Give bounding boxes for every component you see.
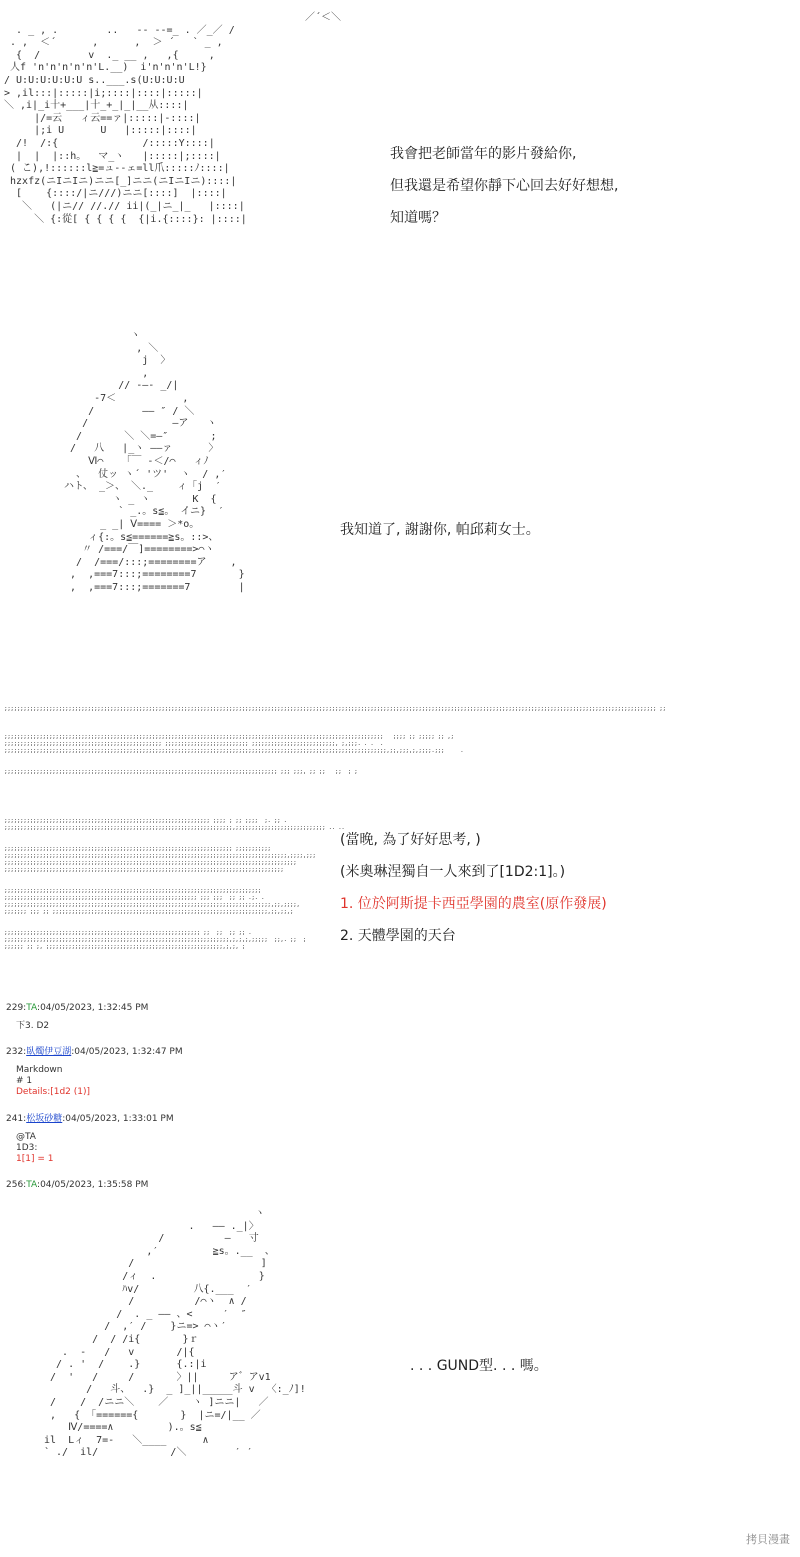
dice-result: 1[1] = 1	[16, 1154, 54, 1164]
post-username-link[interactable]: 松坂砂糖	[26, 1114, 63, 1124]
choice-option-1: 1. 位於阿斯提卡西亞學園的農室(原作發展)	[340, 896, 607, 912]
post-timestamp: :04/05/2023, 1:35:58 PM	[37, 1180, 149, 1190]
dialog-line: 知道嗎？	[390, 210, 446, 226]
post-header	[6, 1178, 148, 1192]
post-body-line: # 1	[16, 1076, 33, 1086]
choice-option-2: 2. 天體學園的天台	[340, 928, 456, 944]
ascii-art-panel-4: ヽ . ―― ._|〉 / ― 寸 ,′ ≧s。.__ 、 / ] /ィ . } ﾊv/ 八{.___ ′ / /⌒ヽ ∧ / / . _ ―― 、< ′ ″ / ,′ / }ニ=> ⌒ヽ′ / / /i{ }ｒ . - / v /|{ / . ' / .} {.:|i / ' / / 〉|| ア゛アv1 / 斗、 .} _ ]_||_____斗 v 〈:_ﾉ]! / / /ニニ＼ ／ ヽ ]ニニ| ／ , { 「======{ } |ニ=/|__ ／ Ⅳ/====∧ ).。s≦ il Lィ 7=- ＼____ ∧ ` ./ il/ /＼ ′ ′	[44, 1208, 306, 1459]
post-header	[6, 1045, 183, 1059]
dialog-panel-4	[410, 1350, 548, 1382]
post-number: 229:	[6, 1003, 27, 1013]
post-timestamp: :04/05/2023, 1:32:47 PM	[71, 1047, 183, 1057]
dialog-panel-2	[340, 514, 540, 546]
post-number: 241:	[6, 1114, 27, 1124]
post-body-line: 1D3:	[16, 1143, 38, 1153]
forum-post	[6, 1112, 174, 1165]
ascii-art-panel-1: ／´＜＼ . _ , . .. -- --=_ . ／_／ / . , ＜´ , , ＞ ´ ` _ , { / v ._ __ , ,{ , 人f 'n'n'n'n'n'L.__) i'n'n'n'L!} / U:U:U:U:U:U s..___.s(U:U:U:U > ,il:::|:::::|i;::::|::::|:::::| ＼ ,i|_i十+___|十_+_|_|__从::::| |/=云 ィ云==ァ|:::::|-::::| |;i U U |:::::|::::| /! /:{ /:::::Y::::| | | |::h。 マ_ヽ |:::::|;::::| ( こ),!::::::l≧=ュ--ェ=ll爪:::::ﾉ::::| hzxfz(ニIニIニ)ニニ[_]ニニ(ニIニIニ)::::| [ {::::/|ニ///)ニニ[::::] |::::| ＼ (|ニ// //.// ii|(_|ニ_|_ |::::| ＼ {:從[ { { { { {|i.{::::}: |::::|	[4, 12, 342, 225]
post-body	[16, 1021, 148, 1032]
post-tag: TA	[26, 1180, 38, 1190]
dice-result: Details:[1d2 (1)]	[16, 1087, 91, 1097]
forum-post	[6, 1178, 148, 1192]
post-tag: TA	[26, 1003, 38, 1013]
ascii-art-panel-2: ヽ , ＼ j 〉 , // -―- _/| -7＜ , / ―― ″ / ＼ / ―ア ヽ / ＼ ＼=―″ ; / 八 |_ヽ ――ァ 〉 Ⅵ⌒ 「￣ -＜/⌒ ィﾉ 、 仗ッ ヽ´ 'ツ' ヽ / ,′ ハト、 _＞、 ＼._ ィ「j ′ ヽ _ ヽ K { ` _.。s≦。 イニ} ′ _ _| Ⅴ==== ＞*o。 ィ{:。s≦======≧s。::>、 〃 /===/￣]========>⌒ヽ / /===/:::;========ア , , ,===7:::;========7 } , ,===7:::;=======7 |	[64, 330, 245, 593]
post-body	[16, 1132, 174, 1165]
dialog-line: 但我還是希望你靜下心回去好好想想,	[390, 178, 619, 194]
post-header	[6, 1001, 148, 1015]
forum-post	[6, 1045, 183, 1098]
dialog-line: (米奧琳涅獨自一人來到了[1D2:1]。)	[340, 864, 566, 880]
post-body-line: 下3. D2	[16, 1021, 50, 1031]
ascii-dots-panel-3: ;;;;;;;;;;;;;;;;;;;;;;;;;;;;;;;;;;;;;;;;;;;;;;;;;;;;;;;;;;;;;;;;;;;;;;;;;;;;;;;;;;;;;;;;;;;;;;;;;;;;;;;;;;;;;;;;;;;;;;;;;;;;;;;;;;;;;;;;;;;;;;;;;;;;;;;;;;;;;;;;;;;;;;;;;;;;;;;;;;;;;;;;;;;;;;;;;;;;;;;;;;; ;; ;;;;;;;;;;;;;;;;;;;;;;;;;;;;;;;;;;;;;;;;;;;;;;;;;;;;;;;;;;;;;;;;;;;;;;;;;;;;;;;;;;;;;;;;;;;;;;;;;;;;;;;;;;;;;;;;;;;;;; ;;;; ;; ;;;;; ;; ,; ;;;;;;;;;;;;;;;;;;;;;;;;;;;;;;;;;;;;;;;;;;;;;;;;; ;;;;;;;;;;;;;;;;;;;;;;;;;; ;;;;;;;;;;;;;;;;;;;;;;;;;;, ;,;;;. . . . ;;;;;;;;;;;;;;;;;;;;;;;;;;;;;;;;;;;;;;;;;;;;;;;;;;;;;;;;;;;;;;;;;;;;;;;;;;;;;;;;;;;;;;;;;;;;;;;;;;;;;;;;;;;;;;;;;;;;;;;,;;,;;;,;,;;;;.;;; . ;;;;;;;;;;;;;;;;;;;;;;;;;;;;;;;;;;;;;;;;;;;;;;;;;;;;;;;;;;;;;;;;;;;;;;;;;;;;;;;;;;;;; ;;; ;;;, ;; ;; ;; ; ; ;;;;;;;;;;;;;;;;;;;;;;;;;;;;;;;;;;;;;;;;;;;;;;;;;;;;;;;;;;;;;;;; ;;;; ; ;; ;;;; ;. ;; . ;;;;;;;;;;;;;;;;;;;;;;;;;;;;;;;;;;;;;;;;;;;;;;;;;;;;;;;;;;;;;;;;;;;;;;;,;;;;;;;;;;;;;;;;;;;;;;;;;;;; .. .. ;;;;;;;;;;;;;;;;;;;;;;;;;;;;;;;;;;;;;;;;;;;;;;;;;;;;;;;;;;;;;;;;;;;;;;; ;;;;;;;;;;; ;;;;;;;;;;;;;;;;;;;;;;;;;;;;;;;;;;;;;;;;;;;;;;;;;;;;;;;;;;;;;;;;;;;;;;;;;;;;;;;;;;;;;;;;,;;;;,;;; ;;;;;;;;;;;;;;;;;;;;;;;;;;;;;;;;;;;;;;;;;;;;;;;;;;;;;;;;;;;;;;;;;;;;;;;;;;;;;;;;;;;;;;;;;;; ;;;;;;;;;;;;;;;;;;;;;;;;;;;;;;;;;;;;;;;;;;;;;;;;;;;;;;;;;;;;;;;;;;;;;;;;;;;;;;;;;;;;;;; ;;;;;;;;;;;;;;;;;;;;;;;;;;;;;;;;;;;;;;;;;;;;;;;;;;;;;;;;;;;;;;;;;;;;;;;;;;;;;;;; ;;;;;;;;;;;;;;;;;;;;;;;;;;;;;;;;;;;;;;;;;;;;;;;;;;;;;;;;;;;; ;;; ;;; ;; ;; .;. . ;;;;;;;;;;;;;;;;;;;;;;;;;;;;;;;;;;;;;;;;;;;;;;;;;;;;;;;;;;;;;;;;;;;;;;;;;;;;;;;;;;;,;;,;;;;, ;;;;;;; ;;; ;; ;;;;;;;;;;;;;;;;;;;;;;;;;;;;;;;;;;;;;;;;;;;;;;;;;;;;;;;;;;;;;;;;;;;,;;,;;,; ;;;;;;;;;;;;;;;;;;;;;;;;;;;;;;;;;;;;;;;;;;;;;;;;;;;;;;;;;;;;; ;; ;; ;; ;; . ;;;;;;;;;;;;;;;;;;;;;;;;;;;;;;;;;;;;;;;;;;;;;;;;;;;;;;;;;;;;;;;;;;;;;;,;,;,;,;;;;; ;;,. ;; ; ;;;;;; ;; ;, ;;;;;;;;;;;;;;;;;;;;;;;;;;;;;;;;;;;;;;;;;;;;;;;;;;;;;;;,;,;, ;	[4, 705, 666, 950]
dialog-line: 我知道了, 謝謝你, 帕邱莉女士。	[340, 522, 540, 538]
forum-post	[6, 1001, 148, 1032]
post-body-line: @TA	[16, 1132, 36, 1142]
dialog-line: (當晚, 為了好好思考, )	[340, 832, 481, 848]
dialog-line: 我會把老師當年的影片發給你,	[390, 146, 577, 162]
dialog-panel-1	[390, 138, 618, 234]
dialog-panel-3	[340, 824, 607, 952]
post-number: 256:	[6, 1180, 27, 1190]
post-number: 232:	[6, 1047, 27, 1057]
post-body	[16, 1065, 183, 1098]
post-body-line: Markdown	[16, 1065, 63, 1075]
dialog-line: . . . GUND型. . . 嗎。	[410, 1358, 548, 1374]
post-header	[6, 1112, 174, 1126]
post-username-link[interactable]: 臥燭伊豆湖	[26, 1047, 72, 1057]
post-timestamp: :04/05/2023, 1:32:45 PM	[37, 1003, 149, 1013]
post-timestamp: :04/05/2023, 1:33:01 PM	[62, 1114, 174, 1124]
watermark: 拷貝漫畫	[746, 1533, 790, 1546]
